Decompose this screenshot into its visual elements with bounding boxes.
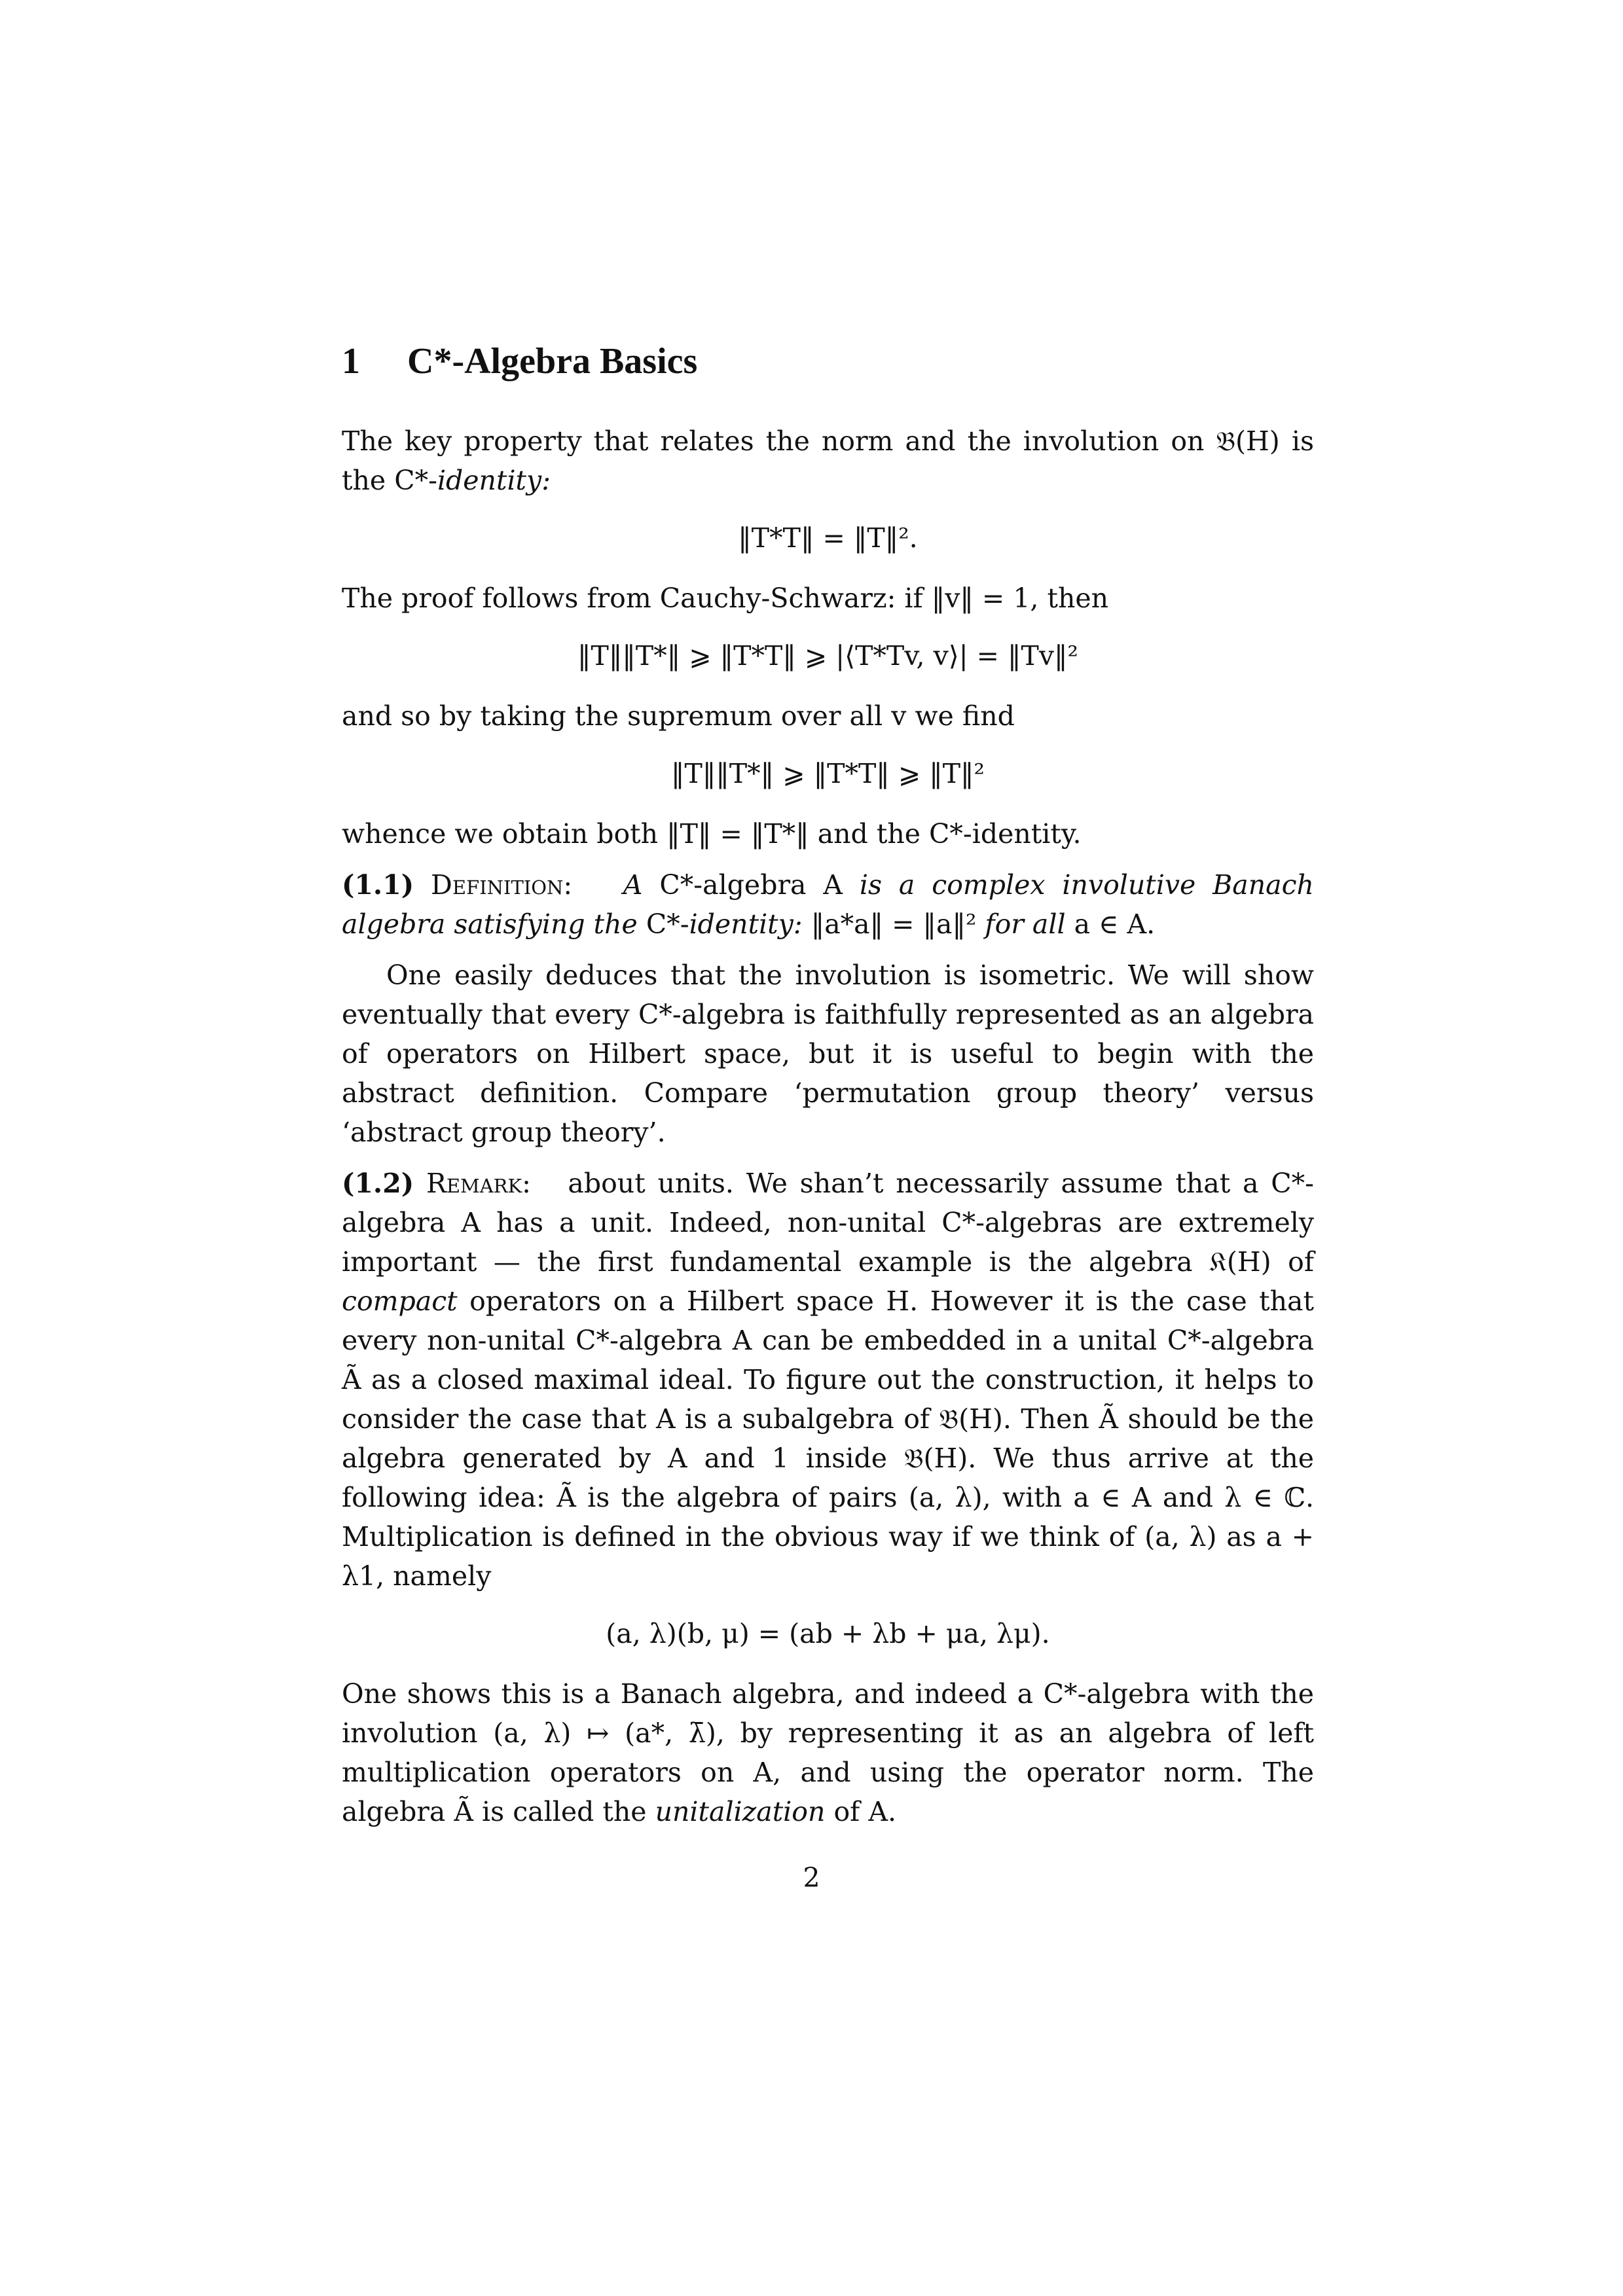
definition-kind: Definition: <box>431 869 573 901</box>
definition-1-1 <box>342 865 1314 944</box>
definition-text-7: for all <box>985 908 1066 940</box>
paragraph-intro <box>342 422 1314 500</box>
definition-text-2: C*-algebra A <box>659 869 843 901</box>
definition-text-1: A <box>623 869 643 901</box>
paragraph-isometric: One easily deduces that the involution is isometric. We will show eventually that every C*-algebra is faithfully represented as an algebra of operators on Hilbert space, but it is useful to begin with the abstract definition. Compare ‘permutation group theory’ versus ‘abstract group theory’. <box>342 960 1314 1148</box>
main-content <box>342 340 1314 1843</box>
unitalization-text-1: One shows this is a Banach algebra, and indeed a C*-algebra with the involution (a, λ) ↦ (a*, λ̄), by representing it as an algebra of left multiplication operators on A, and using the operator norm. The algebra Ã is called the <box>342 1678 1314 1827</box>
definition-text-6: ‖a*a‖ = ‖a‖² <box>811 908 977 940</box>
definition-text-8: a ∈ A. <box>1074 908 1156 940</box>
unitalization-term: unitalization <box>655 1796 826 1827</box>
equation-supremum: ‖T‖‖T*‖ ⩾ ‖T*T‖ ⩾ ‖T‖² <box>670 758 985 789</box>
definition-text-4: C*- <box>646 908 689 940</box>
intro-cstar: C*- <box>394 465 437 496</box>
remark-text-compact: compact <box>342 1285 458 1317</box>
remark-1-2 <box>342 1164 1314 1596</box>
definition-label: (1.1) <box>342 869 414 901</box>
intro-text: The key property that relates the norm and the involution on 𝔅(H) is the <box>342 425 1314 496</box>
page-number: 2 <box>803 1862 820 1893</box>
remark-text-2: operators on a Hilbert space H. However it is the case that every non-unital C*-algebra A can be embedded in a unital C*-algebra Ã as a closed maximal ideal. To figure out the construction, it helps to consider the case that A is a subalgebra of 𝔅(H). Then Ã should be the algebra generated by A and 1 inside 𝔅(H). We thus arrive at the following idea: Ã is the algebra of pairs (a, λ), with a ∈ A and λ ∈ ℂ. Multiplication is defined in the obvious way if we think of (a, λ) as a + λ1, namely <box>342 1285 1314 1592</box>
paragraph-supremum: and so by taking the supremum over all v we find <box>342 700 1015 732</box>
section-number: 1 <box>342 341 360 382</box>
unitalization-text-2: of A. <box>833 1796 896 1827</box>
equation-cauchy-schwarz: ‖T‖‖T*‖ ⩾ ‖T*T‖ ⩾ |⟨T*Tv, v⟩| = ‖Tv‖² <box>577 640 1078 672</box>
paragraph-conclusion: whence we obtain both ‖T‖ = ‖T*‖ and the C*-identity. <box>342 818 1082 850</box>
section-heading <box>342 340 1314 382</box>
definition-text-5: identity: <box>689 908 803 940</box>
intro-identity: identity: <box>437 465 551 496</box>
remark-kind: Remark: <box>426 1168 531 1199</box>
section-title: C*-Algebra Basics <box>407 341 698 382</box>
definition-text-3: is a complex involutive Banach algebra satisfying the <box>342 869 1314 940</box>
remark-label: (1.2) <box>342 1168 414 1199</box>
equation-c-star-identity: ‖T*T‖ = ‖T‖². <box>738 522 918 554</box>
paragraph-unitalization <box>342 1674 1314 1831</box>
paragraph-proof: The proof follows from Cauchy-Schwarz: if ‖v‖ = 1, then <box>342 583 1109 614</box>
remark-text-1: about units. We shan’t necessarily assume that a C*-algebra A has a unit. Indeed, non-unital C*-algebras are extremely important — the first fundamental example is the algebra 𝔎(H) of <box>342 1168 1314 1278</box>
equation-multiplication: (a, λ)(b, μ) = (ab + λb + μa, λμ). <box>606 1618 1050 1649</box>
